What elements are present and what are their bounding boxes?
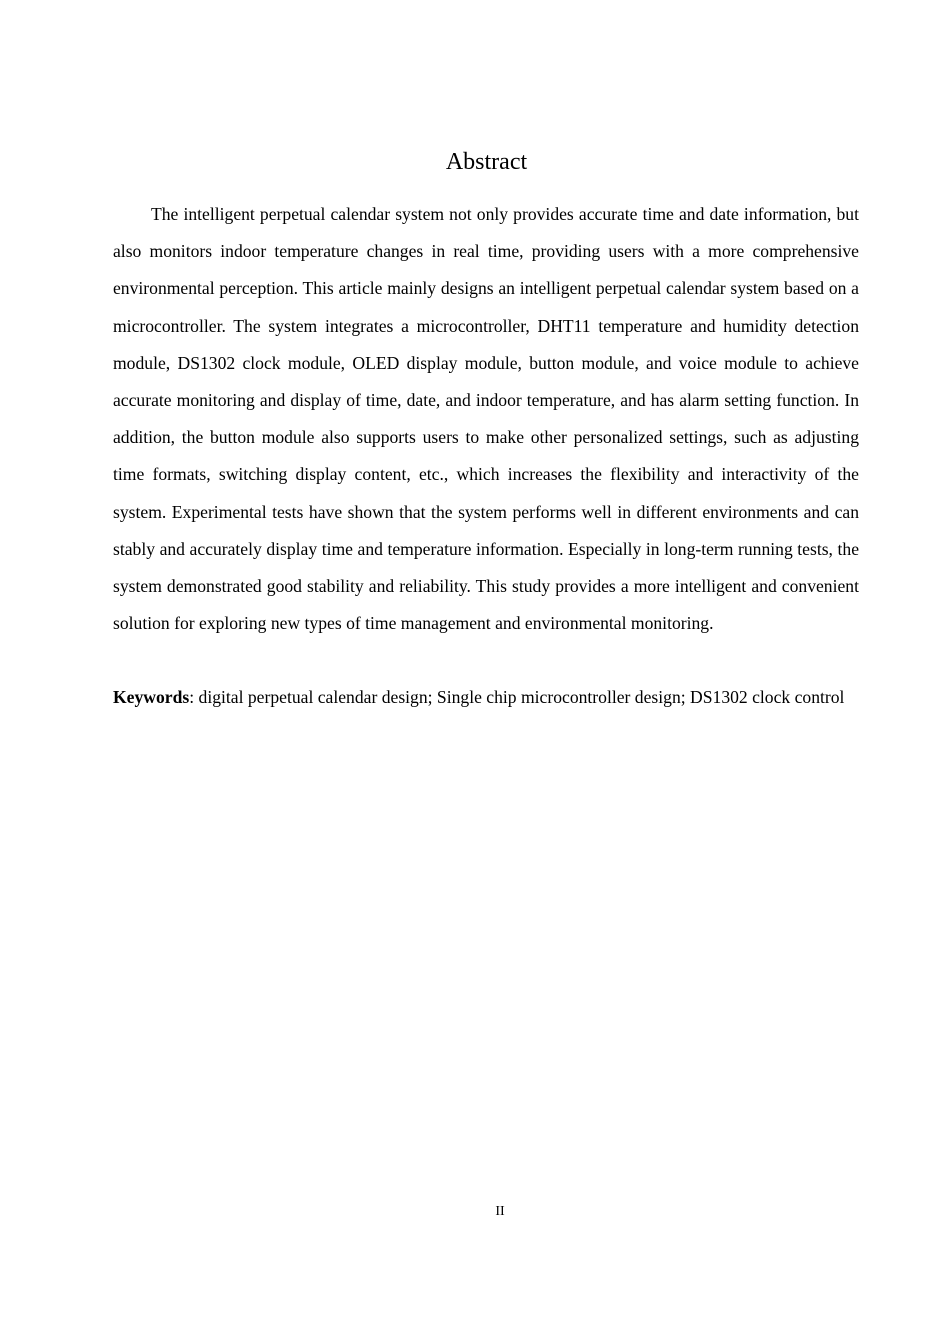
keywords-label: Keywords [113,687,190,707]
page-number: II [495,1204,505,1219]
keywords-separator: : [189,687,199,707]
keywords-line [113,679,859,716]
keywords-text: digital perpetual calendar design; Single chip microcontroller design; DS1302 clock control [198,687,845,707]
page-title: Abstract [445,149,528,175]
abstract-body: The intelligent perpetual calendar system not only provides accurate time and date information, but also monitors indoor temperature changes in real time, providing users with a more comprehensive environmental perception. This article mainly designs an intelligent perpetual calendar system based on a microcontroller. The system integrates a microcontroller, DHT11 temperature and humidity detection module, DS1302 clock module, OLED display module, button module, and voice module to achieve accurate monitoring and display of time, date, and indoor temperature, and has alarm setting function. In addition, the button module also supports users to make other personalized settings, such as adjusting time formats, switching display content, etc., which increases the flexibility and interactivity of the system. Experimental tests have shown that the system performs well in different environments and can stably and accurately display time and temperature information. Especially in long-term running tests, the system demonstrated good stability and reliability. This study provides a more intelligent and convenient solution for exploring new types of time management and environmental monitoring. [113,204,859,634]
